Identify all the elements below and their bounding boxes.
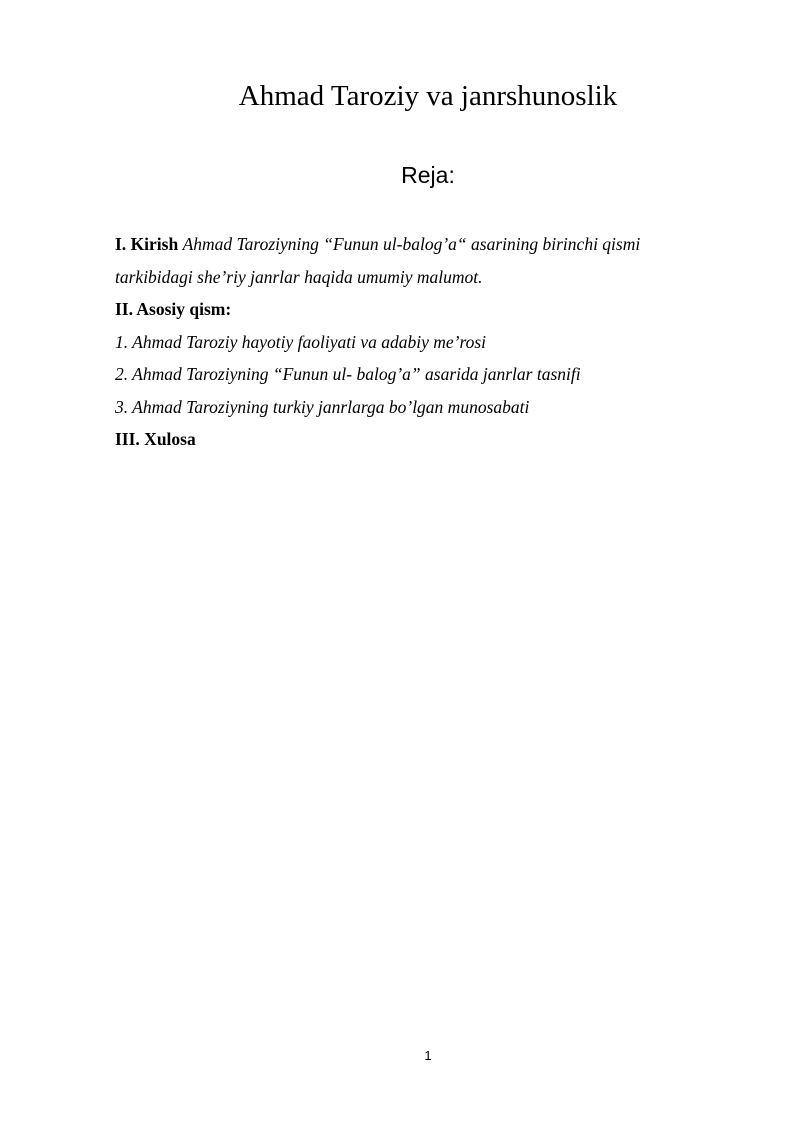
main-section-heading: II. Asosiy qism: [115, 299, 232, 319]
intro-text-line1: Ahmad Taroziyning “Funun ul-balog’a“ asarining birinchi qismi [182, 234, 641, 254]
plan-heading: Reja: [401, 162, 455, 188]
intro-label: Kirish [130, 234, 179, 254]
plan-outline [115, 228, 695, 456]
main-item-2: 2. Ahmad Taroziyning “Funun ul- balog’a” asarida janrlar tasnifi [115, 364, 581, 384]
document-title: Ahmad Taroziy va janrshunoslik [238, 80, 618, 112]
intro-numeral: I. [115, 234, 127, 254]
intro-text-line2: tarkibidagi she’riy janrlar haqida umumiy malumot. [115, 266, 483, 287]
page-number: 1 [424, 1048, 432, 1063]
main-item-3: 3. Ahmad Taroziyning turkiy janrlarga bo’lgan munosabati [115, 396, 530, 417]
intro-line [115, 228, 695, 261]
main-item-1: 1. Ahmad Taroziy hayotiy faoliyati va adabiy me’rosi [115, 331, 487, 352]
conclusion-heading: III. Xulosa [115, 429, 196, 449]
